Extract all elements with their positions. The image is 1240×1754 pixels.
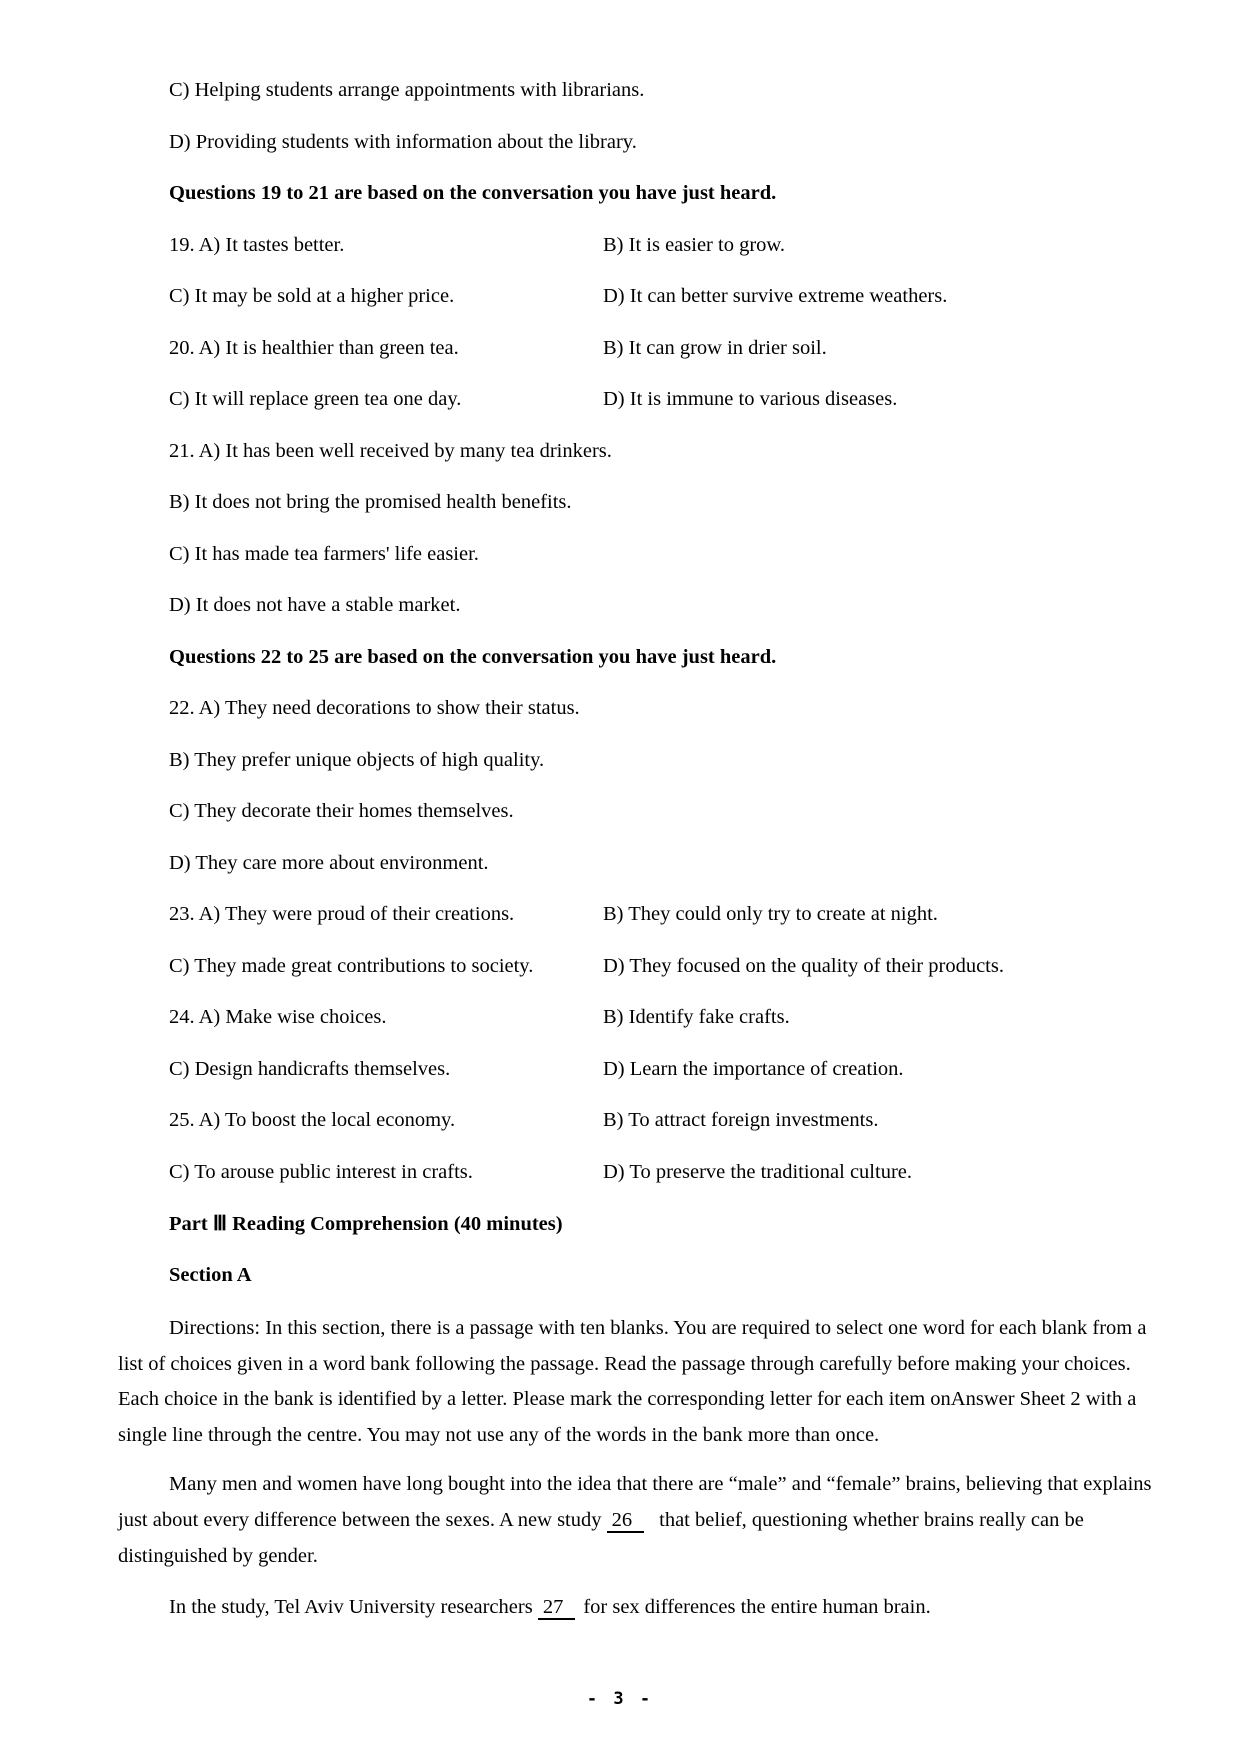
blank-27: 27 [538,1596,576,1620]
blank-26: 26 [607,1509,645,1533]
section-a-heading-line [169,1250,1158,1302]
p1-text-before: Many men and women have long bought into the idea that there are “male” and “female” brains, believing that explains just about every difference between the sexes. A new study [118,1473,1152,1531]
p2-text-before: In the study, Tel Aviv University researchers [169,1596,533,1619]
q25-row-cd [169,1147,1158,1199]
q23-option-a: 23. A) They were proud of their creations. [169,903,515,926]
q19-option-a: 19. A) It tastes better. [169,233,345,256]
q21-option-d-line [169,580,1158,632]
q23-option-c: C) They made great contributions to society. [169,954,534,977]
q21-option-b: B) It does not bring the promised health benefits. [169,491,572,514]
q21-option-b-line [169,477,1158,529]
q22-option-d: D) They care more about environment. [169,851,489,874]
q20-option-c: C) It will replace green tea one day. [169,388,462,411]
q18-option-d-line [169,117,1158,169]
q23-option-b: B) They could only try to create at night. [603,903,938,926]
q21-option-c: C) It has made tea farmers' life easier. [169,542,479,565]
passage-paragraph-2 [118,1590,1174,1626]
q22-option-d-line [169,838,1158,890]
q19-row-cd [169,271,1158,323]
questions-22-25-header: Questions 22 to 25 are based on the conversation you have just heard. [169,645,777,668]
q24-row-ab [169,992,1158,1044]
questions-19-21-header-line [169,168,1158,220]
q22-option-a-line [169,683,1158,735]
q22-option-c-line [169,786,1158,838]
q24-option-c: C) Design handicrafts themselves. [169,1057,451,1080]
q22-option-b: B) They prefer unique objects of high quality. [169,748,545,771]
p2-text-after: for sex differences the entire human brain. [583,1596,931,1619]
q19-option-c: C) It may be sold at a higher price. [169,285,455,308]
q19-option-d: D) It can better survive extreme weathers. [603,285,948,308]
q23-row-cd [169,941,1158,993]
q19-option-b: B) It is easier to grow. [603,233,785,256]
q24-row-cd [169,1044,1158,1096]
passage-paragraph-1 [118,1467,1174,1574]
q20-row-cd [169,374,1158,426]
part3-title-line [169,1198,1158,1250]
q18-option-c-line [169,65,1158,117]
q23-row-ab [169,889,1158,941]
q18-option-c: C) Helping students arrange appointments with librarians. [169,79,645,102]
q22-option-c: C) They decorate their homes themselves. [169,800,514,823]
directions-paragraph: Directions: In this section, there is a passage with ten blanks. You are required to select one word for each blank from a list of choices given in a word bank following the passage. Read the passage through carefully before making your choices. Each choice in the bank is identified by a letter. Please mark the corresponding letter for each item onAnswer Sheet 2 with a single line through the centre. You may not use any of the words in the bank more than once. [118,1317,1147,1446]
q20-row-ab [169,323,1158,375]
p1-text-after: that belief, questioning whether brains really can be distinguished by gender. [118,1508,1084,1567]
q20-option-a: 20. A) It is healthier than green tea. [169,336,459,359]
q20-option-b: B) It can grow in drier soil. [603,336,827,359]
questions-22-25-header-line [169,632,1158,684]
q21-option-c-line [169,529,1158,581]
q21-option-a: 21. A) It has been well received by many tea drinkers. [169,439,612,462]
section-a-heading: Section A [169,1263,252,1286]
q24-option-b: B) Identify fake crafts. [603,1006,790,1029]
q24-option-a: 24. A) Make wise choices. [169,1006,387,1029]
q19-row-ab [169,220,1158,272]
q25-option-b: B) To attract foreign investments. [603,1109,879,1132]
q21-option-a-line [169,426,1158,478]
q22-option-a: 22. A) They need decorations to show their status. [169,697,580,720]
q20-option-d: D) It is immune to various diseases. [603,388,898,411]
q25-option-d: D) To preserve the traditional culture. [603,1160,912,1183]
q18-option-d: D) Providing students with information about the library. [169,130,637,153]
q25-option-a: 25. A) To boost the local economy. [169,1109,456,1132]
q25-row-ab [169,1095,1158,1147]
q22-option-b-line [169,735,1158,787]
q21-option-d: D) It does not have a stable market. [169,594,461,617]
q23-option-d: D) They focused on the quality of their products. [603,954,1004,977]
page-number: - 3 - [586,1689,654,1709]
part3-title: Part Ⅲ Reading Comprehension (40 minutes) [169,1213,563,1236]
q24-option-d: D) Learn the importance of creation. [603,1057,904,1080]
questions-19-21-header: Questions 19 to 21 are based on the conversation you have just heard. [169,182,777,205]
q25-option-c: C) To arouse public interest in crafts. [169,1160,473,1183]
